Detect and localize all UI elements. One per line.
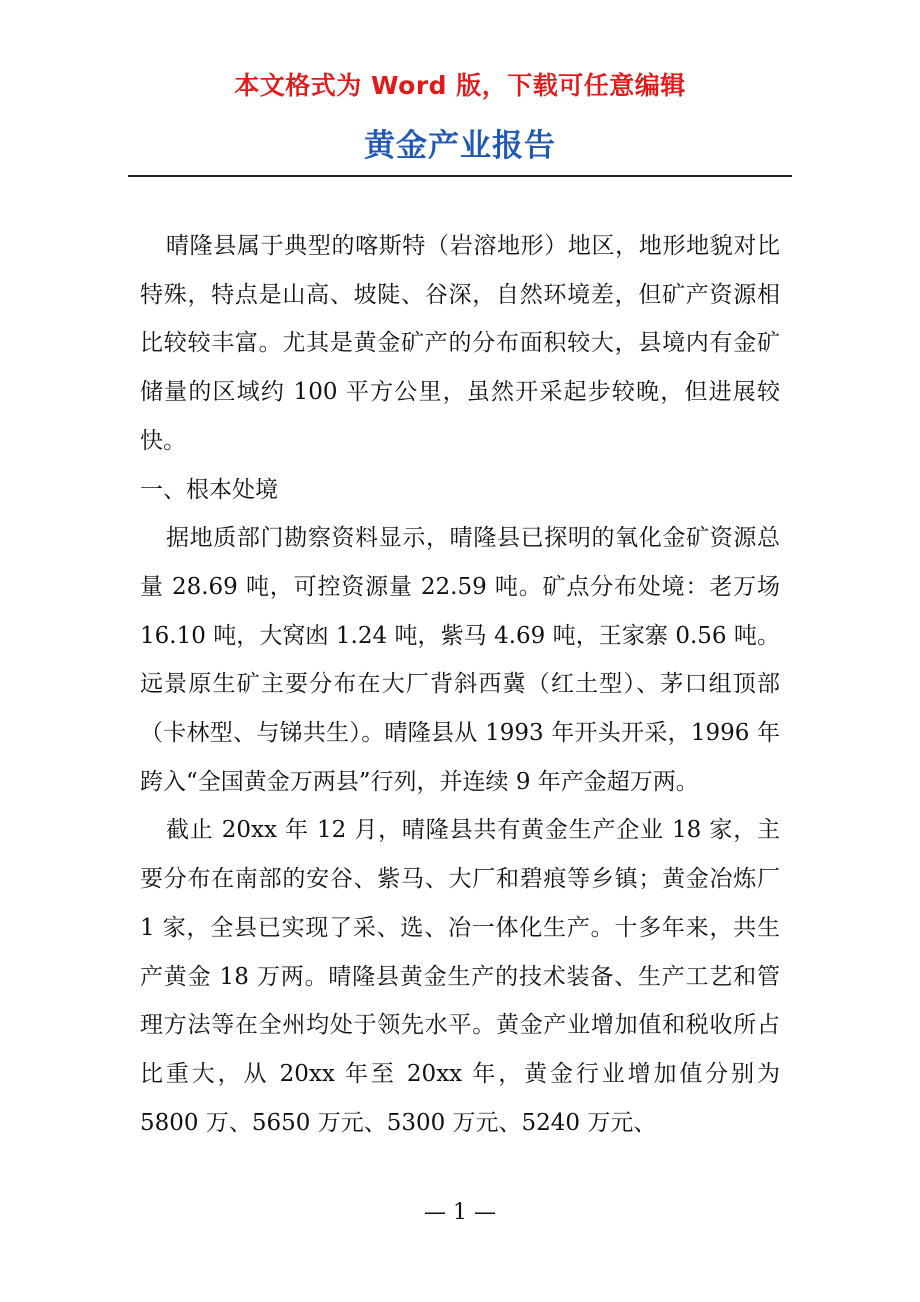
paragraph-reserves: 据地质部门勘察资料显示，晴隆县已探明的氧化金矿资源总量 28.69 吨，可控资源量 22.59 吨。矿点分布处境：老万场 16.10 吨，大窝凼 1.24 吨，紫马 4.69 吨，王家寨 0.56 吨。远景原生矿主要分布在大厂背斜西冀（红土型）、茅口组顶部（卡林型、与锑共生）。晴隆县从 1993 年开头开采，1996 年跨入“全国黄金万两县”行列，并连续 9 年产金超万两。 [140, 525, 780, 795]
download-banner: 本文格式为 Word 版，下载可任意编辑 [234, 71, 686, 100]
page-number: — 1 — [424, 1200, 496, 1225]
section-heading: 一、根本处境 [140, 476, 278, 503]
paragraph-intro: 晴隆县属于典型的喀斯特（岩溶地形）地区，地形地貌对比特殊，特点是山高、坡陡、谷深，自然环境差，但矿产资源相比较较丰富。尤其是黄金矿产的分布面积较大，县境内有金矿储量的区域约 100 平方公里，虽然开采起步较晚，但进展较快。 [140, 233, 780, 454]
paragraph-production: 截止 20xx 年 12 月，晴隆县共有黄金生产企业 18 家，主要分布在南部的安谷、紫马、大厂和碧痕等乡镇；黄金冶炼厂 1 家，全县已实现了采、选、冶一体化生产。十多年来，共生产黄金 18 万两。晴隆县黄金生产的技术装备、生产工艺和管理方法等在全州均处于领先水平。黄金产业增加值和税收所占比重大，从 20xx 年至 20xx 年，黄金行业增加值分别为 5800 万、5650 万元、5300 万元、5240 万元、 [140, 817, 780, 1136]
document-title: 黄金产业报告 [364, 128, 556, 164]
document-body [140, 222, 780, 1147]
title-divider [128, 175, 792, 177]
